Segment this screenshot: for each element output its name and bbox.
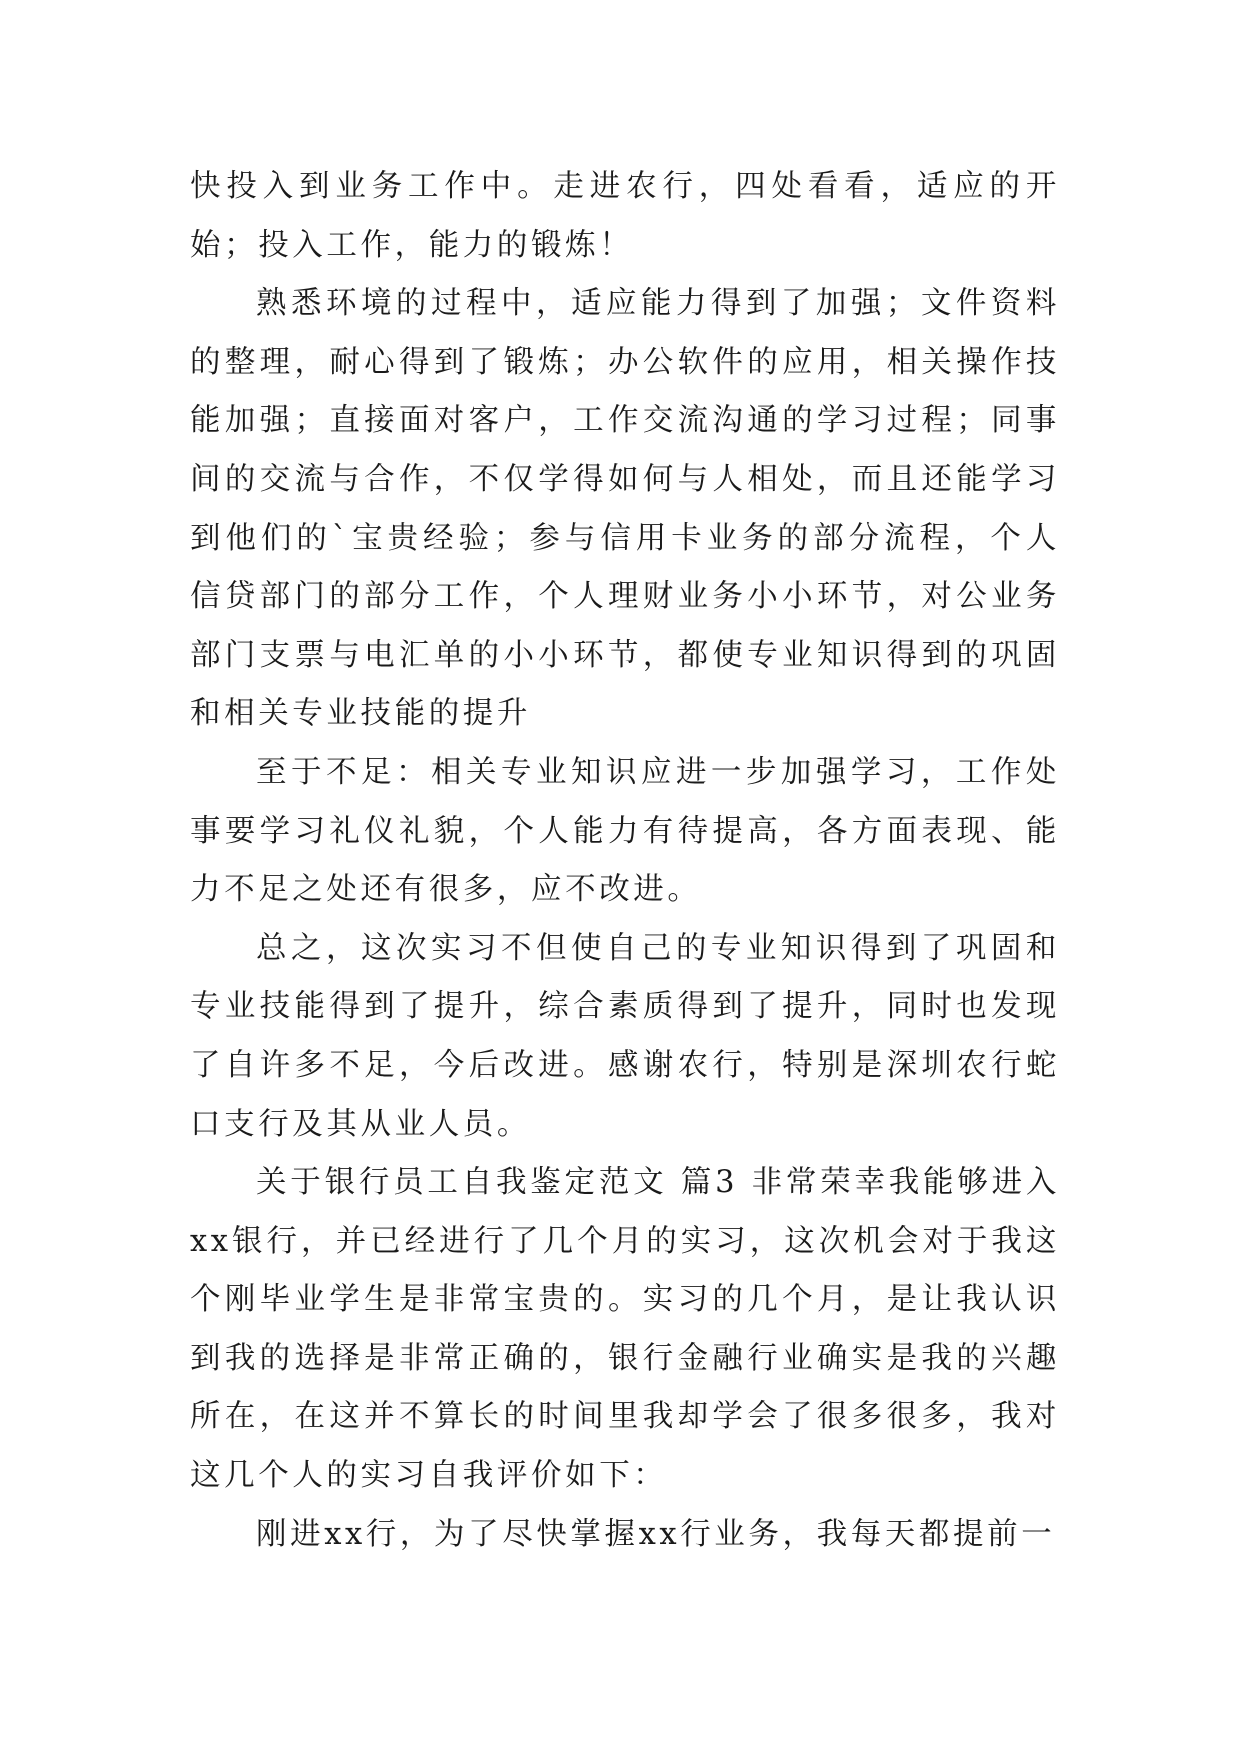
paragraph-article-3-start: 刚进xx行，为了尽快掌握xx行业务，我每天都提前一	[256, 1516, 1056, 1552]
paragraph-article-3-intro: 关于银行员工自我鉴定范文 篇3 非常荣幸我能够进入xx银行，并已经进行了几个月的实习，这次机会对于我这个刚毕业学生是非常宝贵的。实习的几个月，是让我认识到我的选择是非常正确的，银行金融行业确实是我的兴趣所在，在这并不算长的时间里我却学会了很多很多，我对这几个人的实习自我评价如下：	[190, 1165, 1060, 1494]
paragraph-continuation: 快投入到业务工作中。走进农行，四处看看，适应的开始；投入工作，能力的锻炼！	[190, 169, 1060, 263]
document-body	[190, 158, 1060, 1564]
paragraph-conclusion: 总之，这次实习不但使自己的专业知识得到了巩固和专业技能得到了提升，综合素质得到了提升，同时也发现了自许多不足，今后改进。感谢农行，特别是深圳农行蛇口支行及其从业人员。	[190, 930, 1060, 1142]
paragraph-shortcomings: 至于不足：相关专业知识应进一步加强学习，工作处事要学习礼仪礼貌，个人能力有待提高，各方面表现、能力不足之处还有很多，应不改进。	[190, 754, 1060, 908]
paragraph-environment-adaptation: 熟悉环境的过程中，适应能力得到了加强；文件资料的整理，耐心得到了锻炼；办公软件的应用，相关操作技能加强；直接面对客户，工作交流沟通的学习过程；同事间的交流与合作，不仅学得如何与人相处，而且还能学习到他们的`宝贵经验；参与信用卡业务的部分流程，个人信贷部门的部分工作，个人理财业务小小环节，对公业务部门支票与电汇单的小小环节，都使专业知识得到的巩固和相关专业技能的提升	[190, 286, 1060, 732]
